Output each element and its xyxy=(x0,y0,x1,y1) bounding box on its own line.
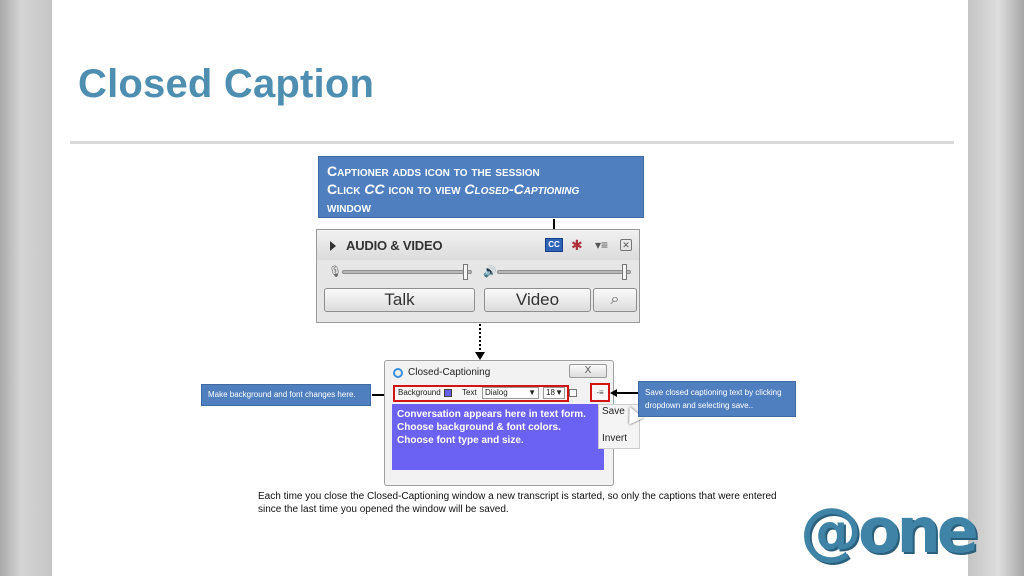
dotted-connector xyxy=(479,324,481,354)
cc-transcript-area: Conversation appears here in text form. Choose background & font colors. Choose font type and size. xyxy=(392,404,604,470)
font-select-value: Dialog xyxy=(485,388,508,397)
mic-volume-slider[interactable] xyxy=(342,270,472,274)
av-title: AUDIO & VIDEO xyxy=(346,238,443,253)
slide-title: Closed Caption xyxy=(78,62,375,106)
title-divider xyxy=(70,141,954,144)
speaker-icon: 🔊 xyxy=(483,266,497,278)
mic-slider-handle[interactable] xyxy=(463,264,468,280)
menu-icon[interactable]: ▾≡ xyxy=(595,238,609,252)
text-label: Text xyxy=(462,388,477,397)
av-header[interactable] xyxy=(317,230,639,260)
one-logo: @one xyxy=(800,494,975,567)
gear-icon[interactable]: ✱ xyxy=(571,237,583,253)
close-icon[interactable]: ✕ xyxy=(620,239,632,251)
speaker-volume-slider[interactable] xyxy=(497,270,631,274)
cc-format-toolbar xyxy=(393,385,569,402)
video-button[interactable]: Video xyxy=(484,288,591,312)
speaker-slider-handle[interactable] xyxy=(622,264,627,280)
callout-save-captions: Save closed captioning text by clicking dropdown and selecting save.. xyxy=(638,381,796,417)
expand-triangle-icon[interactable] xyxy=(330,241,336,251)
background-label: Background xyxy=(398,388,441,397)
cc-dropdown-button[interactable]: -≡ xyxy=(590,383,610,402)
callout-line-3: window xyxy=(327,199,371,215)
arrow-head-window xyxy=(475,352,485,360)
callout-line-2-cc: CC xyxy=(364,181,385,197)
talk-button[interactable]: Talk xyxy=(324,288,475,312)
callout-background-font: Make background and font changes here. xyxy=(201,384,371,406)
font-select[interactable] xyxy=(482,387,539,399)
arrow-head-dropdown xyxy=(610,389,617,397)
cc-window-icon xyxy=(393,368,403,378)
menu-item-save[interactable]: Save xyxy=(602,406,625,417)
cc-window-title: Closed-Captioning xyxy=(408,367,491,378)
toolbar-checkbox[interactable] xyxy=(569,389,577,397)
transcript-note: Each time you close the Closed-Captioning window a new transcript is started, so only the captions that were entered since the last time you opened the window will be saved. xyxy=(258,491,777,515)
mic-icon: 🎙 xyxy=(328,266,342,278)
slide-band-left xyxy=(0,0,52,576)
callout-line-2b: icon to view xyxy=(384,181,465,197)
background-color-swatch[interactable] xyxy=(444,389,452,397)
chevron-down-icon: ▼ xyxy=(555,388,563,397)
cc-window-close-button[interactable]: X xyxy=(569,364,607,378)
cc-icon[interactable]: CC xyxy=(545,238,563,252)
callout-captioner xyxy=(318,156,644,218)
menu-item-invert[interactable]: Invert xyxy=(602,433,628,444)
arrow-to-dropdown xyxy=(616,392,638,394)
chevron-down-icon: ▼ xyxy=(528,388,536,397)
callout-line-2 xyxy=(327,180,635,198)
size-select[interactable] xyxy=(543,387,565,399)
size-select-value: 18 xyxy=(546,388,555,397)
slide-band-right xyxy=(968,0,1024,576)
search-user-icon[interactable]: ⌕ xyxy=(593,288,637,312)
callout-line-1: Captioner adds icon to the session xyxy=(327,163,540,179)
audio-video-panel xyxy=(316,229,640,323)
callout-line-2a: Click xyxy=(327,181,365,197)
callout-line-2c: Closed-Captioning xyxy=(464,181,580,197)
